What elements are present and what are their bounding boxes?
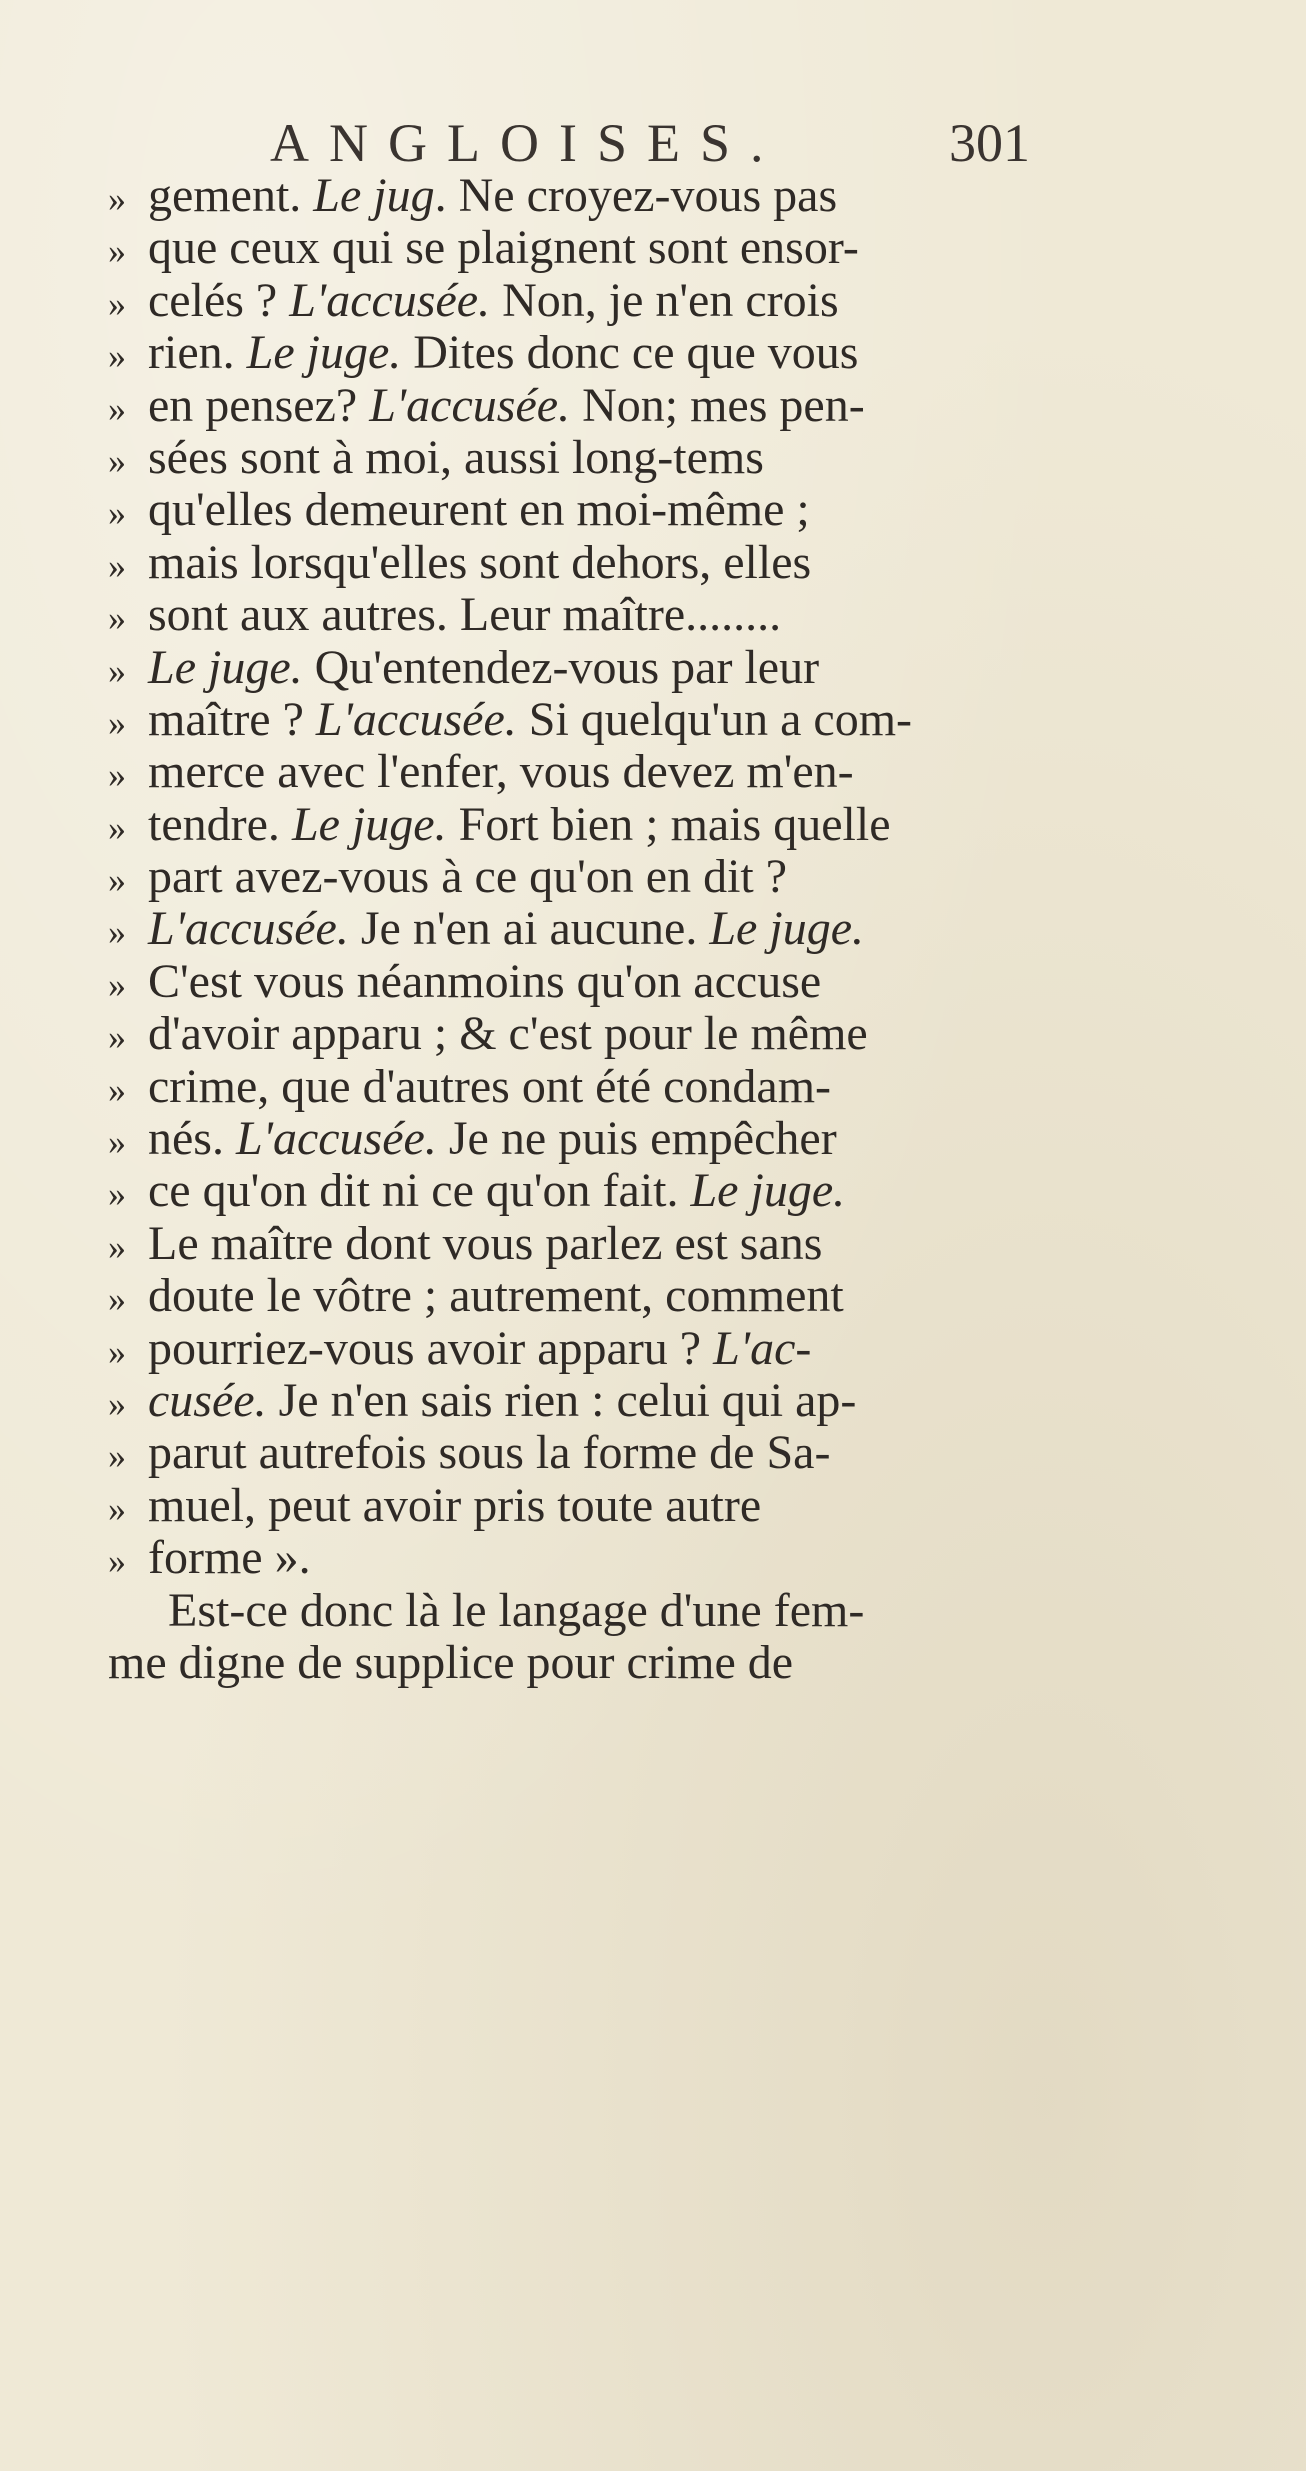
text-segment: Dites donc ce que vous: [401, 327, 859, 380]
quote-mark: »: [108, 702, 126, 743]
text-line: [108, 537, 1038, 589]
speaker-label: Le juge.: [709, 903, 864, 956]
quote-mark: »: [108, 1383, 126, 1424]
text-segment: parut autrefois sous la forme de Sa-: [148, 1427, 831, 1480]
text-segment: Est-ce donc là le langage d'une fem-: [168, 1584, 865, 1637]
running-head: ANGLOISES.: [270, 113, 784, 173]
quote-mark: »: [108, 598, 126, 639]
text-line: [108, 432, 1038, 484]
quote-mark: »: [108, 1488, 126, 1529]
text-segment: Le maître dont vous parlez est sans: [148, 1217, 823, 1270]
speaker-label: L'accusée.: [289, 274, 491, 327]
text-line: [108, 1637, 1038, 1689]
text-segment: sées sont à moi, aussi long-tems: [148, 431, 764, 484]
text-segment: ce qu'on dit ni ce qu'on fait.: [148, 1165, 691, 1218]
text-line: [108, 170, 1038, 222]
quote-mark: »: [108, 650, 126, 691]
text-line: [108, 694, 1038, 746]
text-line: [108, 275, 1038, 327]
speaker-label: Le juge.: [246, 327, 402, 380]
speaker-label: cusée.: [148, 1374, 267, 1427]
text-line: [108, 1532, 1038, 1584]
text-line: [108, 903, 1038, 955]
text-segment: qu'elles demeurent en moi-même ;: [148, 484, 810, 537]
body-text: [108, 170, 1038, 1689]
text-line: [108, 1480, 1038, 1532]
text-segment: forme ».: [148, 1532, 311, 1585]
text-segment: merce avec l'enfer, vous devez m'en-: [148, 746, 854, 799]
text-segment: Fort bien ; mais quelle: [446, 798, 891, 851]
text-segment: crime, que d'autres ont été condam-: [148, 1060, 832, 1113]
text-line: [108, 1165, 1038, 1217]
speaker-label: Le juge.: [291, 798, 447, 851]
text-line: [108, 380, 1038, 432]
text-segment: Je n'en sais rien : celui qui ap-: [266, 1374, 857, 1427]
text-line: [108, 484, 1038, 536]
quote-mark: »: [108, 440, 126, 481]
speaker-label: Le juge.: [690, 1165, 846, 1218]
text-segment: celés ?: [148, 274, 290, 327]
speaker-label: Le juge.: [148, 641, 303, 694]
text-line: [108, 222, 1038, 274]
text-segment: nés.: [148, 1113, 236, 1166]
quote-mark: »: [108, 1541, 126, 1582]
text-segment: Non; mes pen-: [570, 379, 865, 432]
text-segment: en pensez?: [148, 379, 370, 432]
text-line: [108, 746, 1038, 798]
quote-mark: »: [108, 755, 126, 796]
text-line: [108, 1375, 1038, 1427]
quote-mark: »: [108, 1436, 126, 1477]
quote-mark: »: [108, 860, 126, 901]
text-line: [108, 1427, 1038, 1479]
speaker-label: Le jug: [313, 170, 435, 222]
text-segment: que ceux qui se plaignent sont ensor-: [148, 222, 859, 275]
quote-mark: »: [108, 807, 126, 848]
text-segment: muel, peut avoir pris toute autre: [148, 1479, 762, 1532]
text-segment: rien.: [148, 327, 247, 380]
quote-mark: »: [108, 912, 126, 953]
text-segment: me digne de supplice pour crime de: [108, 1636, 794, 1689]
quote-mark: »: [108, 336, 126, 377]
text-segment: pourriez-vous avoir apparu ?: [148, 1322, 714, 1375]
text-segment: mais lorsqu'elles sont dehors, elles: [148, 536, 812, 589]
quote-mark: »: [108, 1174, 126, 1215]
text-line: [108, 642, 1038, 694]
speaker-label: L'ac-: [713, 1322, 812, 1375]
text-line: [108, 1270, 1038, 1322]
quote-mark: »: [108, 493, 126, 534]
text-segment: . Ne croyez-vous pas: [434, 170, 838, 222]
text-segment: tendre.: [148, 798, 292, 851]
quote-mark: »: [108, 283, 126, 324]
quote-mark: »: [108, 1279, 126, 1320]
quote-mark: »: [108, 1017, 126, 1058]
text-line: [108, 1585, 1038, 1637]
quote-mark: »: [108, 545, 126, 586]
text-segment: C'est vous néanmoins qu'on accuse: [148, 955, 822, 1008]
quote-mark: »: [108, 1331, 126, 1372]
speaker-label: L'accusée.: [148, 903, 349, 956]
text-segment: Non, je n'en crois: [490, 274, 839, 327]
text-segment: Je n'en ai aucune.: [348, 903, 710, 956]
page-number: 301: [949, 113, 1030, 173]
text-line: [108, 1218, 1038, 1270]
text-line: [108, 1323, 1038, 1375]
speaker-label: L'accusée.: [315, 693, 517, 746]
quote-mark: »: [108, 388, 126, 429]
text-line: [108, 851, 1038, 903]
text-segment: maître ?: [148, 693, 316, 746]
text-line: [108, 1113, 1038, 1165]
text-segment: Je ne puis empêcher: [436, 1113, 837, 1166]
text-line: [108, 589, 1038, 641]
text-segment: Qu'entendez-vous par leur: [302, 641, 820, 694]
text-line: [108, 1061, 1038, 1113]
quote-mark: »: [108, 1122, 126, 1163]
quote-mark: »: [108, 964, 126, 1005]
text-segment: sont aux autres. Leur maître........: [148, 589, 782, 642]
text-segment: Si quelqu'un a com-: [516, 693, 913, 746]
text-segment: gement.: [148, 170, 314, 222]
text-line: [108, 327, 1038, 379]
text-segment: doute le vôtre ; autrement, comment: [148, 1270, 844, 1323]
speaker-label: L'accusée.: [369, 379, 571, 432]
quote-mark: »: [108, 179, 126, 219]
speaker-label: L'accusée.: [235, 1113, 437, 1166]
text-line: [108, 1008, 1038, 1060]
text-segment: part avez-vous à ce qu'on en dit ?: [148, 851, 788, 904]
quote-mark: »: [108, 231, 126, 272]
text-line: [108, 956, 1038, 1008]
quote-mark: »: [108, 1069, 126, 1110]
quote-mark: »: [108, 1226, 126, 1267]
text-line: [108, 799, 1038, 851]
text-segment: d'avoir apparu ; & c'est pour le même: [148, 1008, 868, 1061]
